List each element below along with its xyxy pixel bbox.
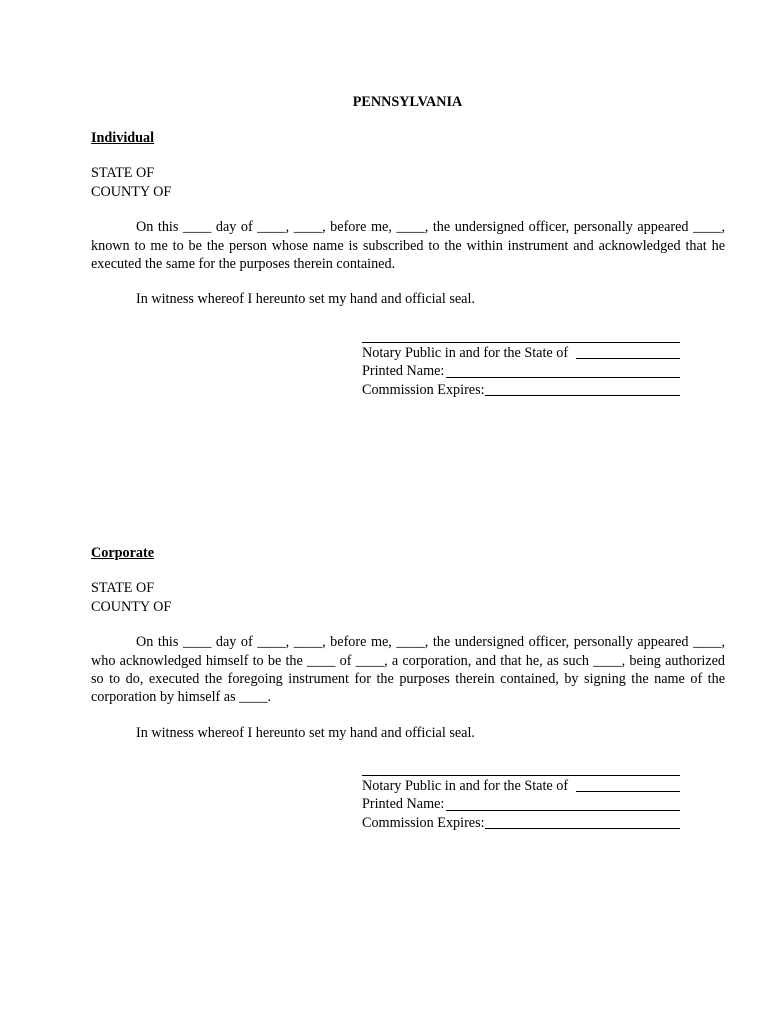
document-title: PENNSYLVANIA: [352, 94, 463, 110]
corporate-notary-label: Notary Public in and for the State of: [362, 777, 569, 794]
individual-commission-label: Commission Expires:: [362, 381, 485, 398]
corporate-venue: [91, 579, 725, 616]
corporate-state-of: STATE OF: [91, 580, 155, 597]
individual-witness-text: In witness whereof I hereunto set my hand and official seal.: [136, 291, 475, 308]
corporate-witness-text: In witness whereof I hereunto set my hand and official seal.: [136, 724, 475, 741]
corporate-county-of: COUNTY OF: [91, 598, 172, 615]
corporate-signature-line: [362, 775, 680, 776]
individual-printed-name-label: Printed Name:: [362, 363, 445, 380]
corporate-notary-row: [362, 777, 680, 795]
individual-commission-blank: [485, 382, 680, 396]
individual-heading: Individual: [91, 130, 155, 146]
corporate-printed-name-row: [362, 795, 680, 813]
individual-county-of: COUNTY OF: [91, 183, 172, 200]
individual-notary-label: Notary Public in and for the State of: [362, 344, 569, 361]
individual-acknowledgment-text: On this ____ day of ____, ____, before me, ____, the undersigned officer, personally appeared ____, known to me to be the person whose name is subscribed to the within instrument and acknowledged that he executed the same for the purposes therein contained.: [91, 219, 725, 273]
corporate-section: [91, 544, 725, 742]
individual-state-of: STATE OF: [91, 165, 155, 182]
corporate-signature-block: [362, 775, 680, 832]
corporate-commission-blank: [485, 815, 680, 829]
individual-printed-name-blank: [446, 364, 680, 378]
corporate-commission-label: Commission Expires:: [362, 814, 485, 831]
individual-notary-state-blank: [576, 345, 680, 359]
individual-notary-row: [362, 344, 680, 362]
individual-signature-line: [362, 342, 680, 343]
corporate-notary-state-blank: [576, 778, 680, 792]
individual-section: [91, 129, 725, 309]
individual-venue: [91, 164, 725, 201]
corporate-heading: Corporate: [91, 545, 155, 561]
corporate-printed-name-label: Printed Name:: [362, 796, 445, 813]
corporate-printed-name-blank: [446, 797, 680, 811]
individual-printed-name-row: [362, 362, 680, 380]
individual-commission-row: [362, 381, 680, 399]
individual-signature-block: [362, 342, 680, 399]
corporate-acknowledgment-text: On this ____ day of ____, ____, before me, ____, the undersigned officer, personally appeared ____, who acknowledged himself to be the ____ of ____, a corporation, and that he, as such ____, being authorized so to do, executed the foregoing instrument for the purposes therein contained, by signing the name of the corporation by himself as ____.: [91, 634, 725, 706]
corporate-commission-row: [362, 814, 680, 832]
